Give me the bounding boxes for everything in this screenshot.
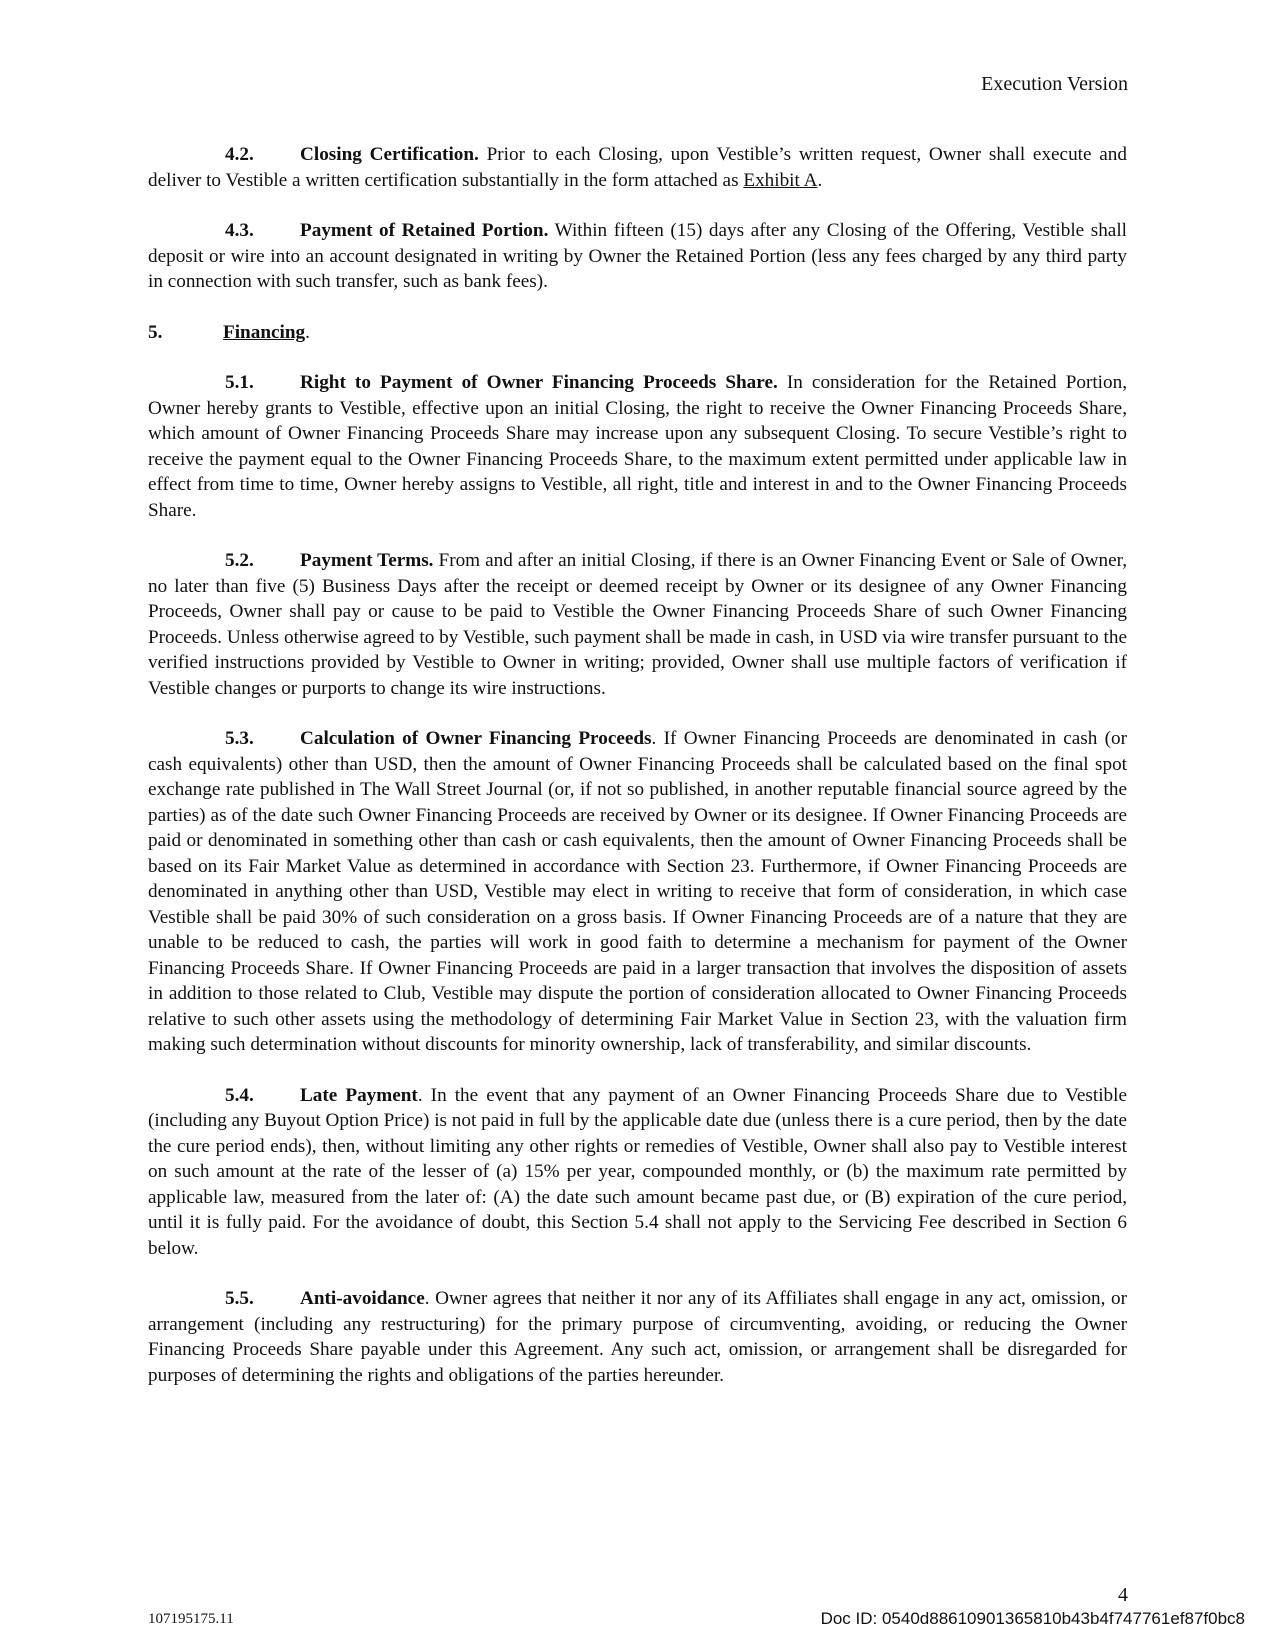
section-text-end: . [817, 169, 823, 191]
section-text: In consideration for the Retained Portion, Owner hereby grants to Vestible, effective upon an initial Closing, the right to receive the Owner Financing Proceeds Share, which amount of Owner Financing Proceeds Share may increase upon any subsequent Closing. To secure Vestible’s right to receive the payment equal to the Owner Financing Proceeds Share, to the maximum extent permitted under applicable law in effect from time to time, Owner hereby assigns to Vestible, all right, title and interest in and to the Owner Financing Proceeds Share. [148, 372, 1127, 521]
section-title: Payment Terms. [300, 550, 434, 571]
section-number: 4.3. [225, 220, 254, 241]
section-5-4 [148, 1083, 1127, 1262]
section-title: Financing [223, 321, 306, 343]
section-number: 5.5. [225, 1288, 254, 1309]
section-5-heading [148, 320, 1127, 346]
execution-version-label: Execution Version [981, 73, 1128, 95]
section-5-5 [148, 1286, 1127, 1388]
document-number: 107195175.11 [148, 1611, 234, 1627]
document-body [148, 142, 1127, 1413]
section-5-2 [148, 548, 1127, 701]
section-number: 4.2. [225, 144, 254, 165]
section-4-2 [148, 142, 1127, 193]
section-4-3 [148, 218, 1127, 295]
section-title: Calculation of Owner Financing Proceeds [300, 728, 652, 749]
section-title: Late Payment [300, 1084, 418, 1106]
section-number: 5.4. [225, 1084, 254, 1106]
section-text: . In the event that any payment of an Owner Financing Proceeds Share due to Vestible (including any Buyout Option Price) is not paid in full by the applicable date due (unless there is a cure period, then by the date the cure period ends), then, without limiting any other rights or remedies of Vestible, Owner shall also pay to Vestible interest on such amount at the rate of the lesser of (a) 15% per year, compounded monthly, or (b) the maximum rate permitted by applicable law, measured from the later of: (A) the date such amount became past due, or (B) expiration of the cure period, until it is fully paid. For the avoidance of doubt, this Section 5.4 shall not apply to the Servicing Fee described in Section 6 below. [148, 1084, 1127, 1259]
section-title-period: . [305, 321, 310, 343]
section-text: Within fifteen (15) days after any Closing of the Offering, Vestible shall deposit or wire into an account designated in writing by Owner the Retained Portion (less any fees charged by any third party in connection with such transfer, such as bank fees). [148, 220, 1127, 292]
section-title: Payment of Retained Portion. [300, 220, 549, 241]
doc-id: Doc ID: 0540d88610901365810b43b4f747761ef87f0bc8 [820, 1609, 1245, 1628]
section-text: . If Owner Financing Proceeds are denominated in cash (or cash equivalents) other than USD, then the amount of Owner Financing Proceeds shall be calculated based on the final spot exchange rate published in The Wall Street Journal (or, if not so published, in another reputable financial source agreed by the parties) as of the date such Owner Financing Proceeds are received by Owner or its designee. If Owner Financing Proceeds are paid or denominated in something other than cash or cash equivalents, then the amount of Owner Financing Proceeds shall be based on its Fair Market Value as determined in accordance with Section 23. Furthermore, if Owner Financing Proceeds are denominated in anything other than USD, Vestible may elect in writing to receive that form of consideration, in which case Vestible shall be paid 30% of such consideration on a gross basis. If Owner Financing Proceeds are of a nature that they are unable to be reduced to cash, the parties will work in good faith to determine a mechanism for payment of the Owner Financing Proceeds Share. If Owner Financing Proceeds are paid in a larger transaction that involves the disposition of assets in addition to those related to Club, Vestible may dispute the portion of consideration allocated to Owner Financing Proceeds relative to such other assets using the methodology of determining Fair Market Value in Section 23, with the valuation firm making such determination without discounts for minority ownership, lack of transferability, and similar discounts. [148, 728, 1127, 1055]
section-title: Anti-avoidance [300, 1288, 425, 1309]
section-number: 5.1. [225, 372, 254, 393]
section-number: 5.2. [225, 550, 254, 571]
section-text: From and after an initial Closing, if there is an Owner Financing Event or Sale of Owner, no later than five (5) Business Days after the receipt or deemed receipt by Owner or its designee of any Owner Financing Proceeds, Owner shall pay or cause to be paid to Vestible the Owner Financing Proceeds Share of such Owner Financing Proceeds. Unless otherwise agreed to by Vestible, such payment shall be made in cash, in USD via wire transfer pursuant to the verified instructions provided by Vestible to Owner in writing; provided, Owner shall use multiple factors of verification if Vestible changes or purports to change its wire instructions. [148, 550, 1127, 699]
section-text: . Owner agrees that neither it nor any of its Affiliates shall engage in any act, omission, or arrangement (including any restructuring) for the primary purpose of circumventing, avoiding, or reducing the Owner Financing Proceeds Share payable under this Agreement. Any such act, omission, or arrangement shall be disregarded for purposes of determining the rights and obligations of the parties hereunder. [148, 1288, 1127, 1386]
section-5-1 [148, 370, 1127, 523]
exhibit-a-reference: Exhibit A [743, 169, 818, 191]
section-text: Prior to each Closing, upon Vestible’s written request, Owner shall execute and deliver to Vestible a written certification substantially in the form attached as [148, 144, 1127, 191]
section-number: 5. [148, 321, 163, 343]
section-number: 5.3. [225, 728, 254, 749]
section-title: Closing Certification. [300, 144, 479, 165]
section-5-3 [148, 726, 1127, 1058]
section-title: Right to Payment of Owner Financing Proceeds Share. [300, 372, 778, 393]
page-number: 4 [1118, 1584, 1128, 1606]
